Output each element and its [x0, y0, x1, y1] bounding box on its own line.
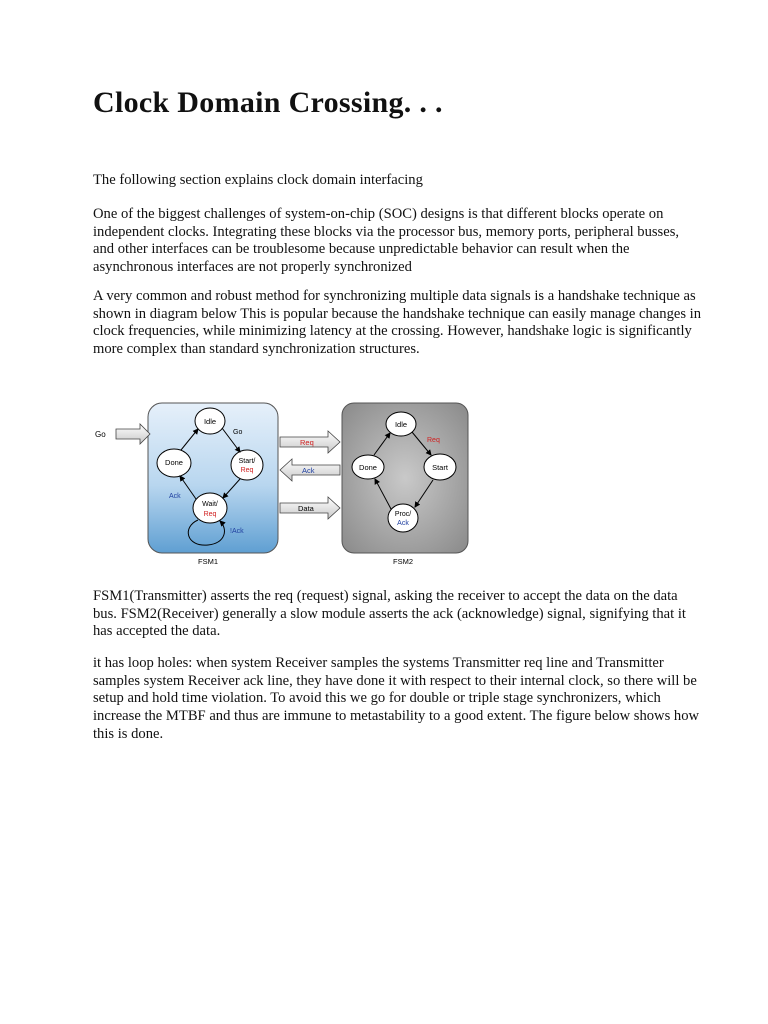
fsm2-idle-label: Idle — [394, 420, 408, 429]
fsm2-state-start — [424, 454, 456, 480]
fsm1-wait-req-label: Req — [203, 511, 217, 518]
paragraph-handshake: A very common and robust method for synchronizing multiple data signals is a handshake technique as shown in diagram below This is popular because the handshake technique can easily manage changes in clock frequencies, while minimizing latency at the crossing. However, handshake logic is significantly more complex than standard synchronization structures. — [93, 288, 702, 358]
fsm1-state-done — [157, 449, 191, 477]
fsm2-state-proc — [388, 504, 418, 532]
paragraph-soc-challenges: One of the biggest challenges of system-on-chip (SOC) designs is that different blocks operate on independent clocks. Integrating these blocks via the processor bus, memory ports, peripheral busses, and other interfaces can be troublesome because unpredictable behavior can result when the asynchronous interfaces are not properly synchronized — [93, 206, 680, 276]
paragraph-intro: The following section explains clock domain interfacing — [93, 172, 423, 188]
data-signal-label: Data — [298, 504, 314, 513]
ack-signal-label: Ack — [302, 466, 315, 475]
fsm1-state-idle — [195, 408, 225, 434]
fsm2-state-idle — [386, 412, 416, 436]
fsm1-wait-label: Wait/ — [202, 501, 218, 508]
fsm2-state-done — [352, 455, 384, 479]
handshake-diagram — [90, 395, 485, 570]
fsm1-done-label: Done — [165, 458, 183, 467]
fsm1-start-req-label: Req — [240, 467, 254, 474]
fsm2-proc-ack-label: Ack — [397, 520, 409, 527]
go-input-label: Go — [95, 430, 106, 439]
fsm1-state-start — [231, 450, 263, 480]
fsm2-proc-label: Proc/ — [394, 511, 412, 518]
fsm1-caption: FSM1 — [198, 557, 219, 566]
paragraph-loop-holes: it has loop holes: when system Receiver samples the systems Transmitter req line and Transmitter samples system Receiver ack line, they have done it with respect to their internal clock, so there will be setup and hold time violation. To avoid this we go for double or triple stage synchronizers, which increase the MTBF and thus are immune to metastability to a good extent. The figure below shows how this is done. — [93, 655, 700, 742]
go-input-arrow — [116, 424, 150, 444]
fsm1-idle-label: Idle — [203, 417, 217, 426]
fsm1-ack-label: Ack — [169, 493, 181, 500]
req-signal-label: Req — [300, 438, 314, 447]
fsm1-start-label: Start/ — [238, 458, 256, 465]
fsm1-not-ack-label: !Ack — [230, 528, 244, 535]
fsm1-go-label: Go — [233, 429, 243, 436]
fsm2-caption: FSM2 — [393, 557, 414, 566]
fsm2-done-label: Done — [359, 463, 377, 472]
fsm1-state-wait — [193, 493, 227, 523]
page-title: Clock Domain Crossing. . . — [93, 86, 443, 119]
fsm2-start-label: Start — [432, 463, 448, 472]
fsm2-req-label: Req — [427, 437, 440, 444]
paragraph-fsm-description: FSM1(Transmitter) asserts the req (request) signal, asking the receiver to accept the data on the data bus. FSM2(Receiver) generally a slow module asserts the ack (acknowledge) signal, signifying that it has accepted the data. — [93, 588, 686, 640]
